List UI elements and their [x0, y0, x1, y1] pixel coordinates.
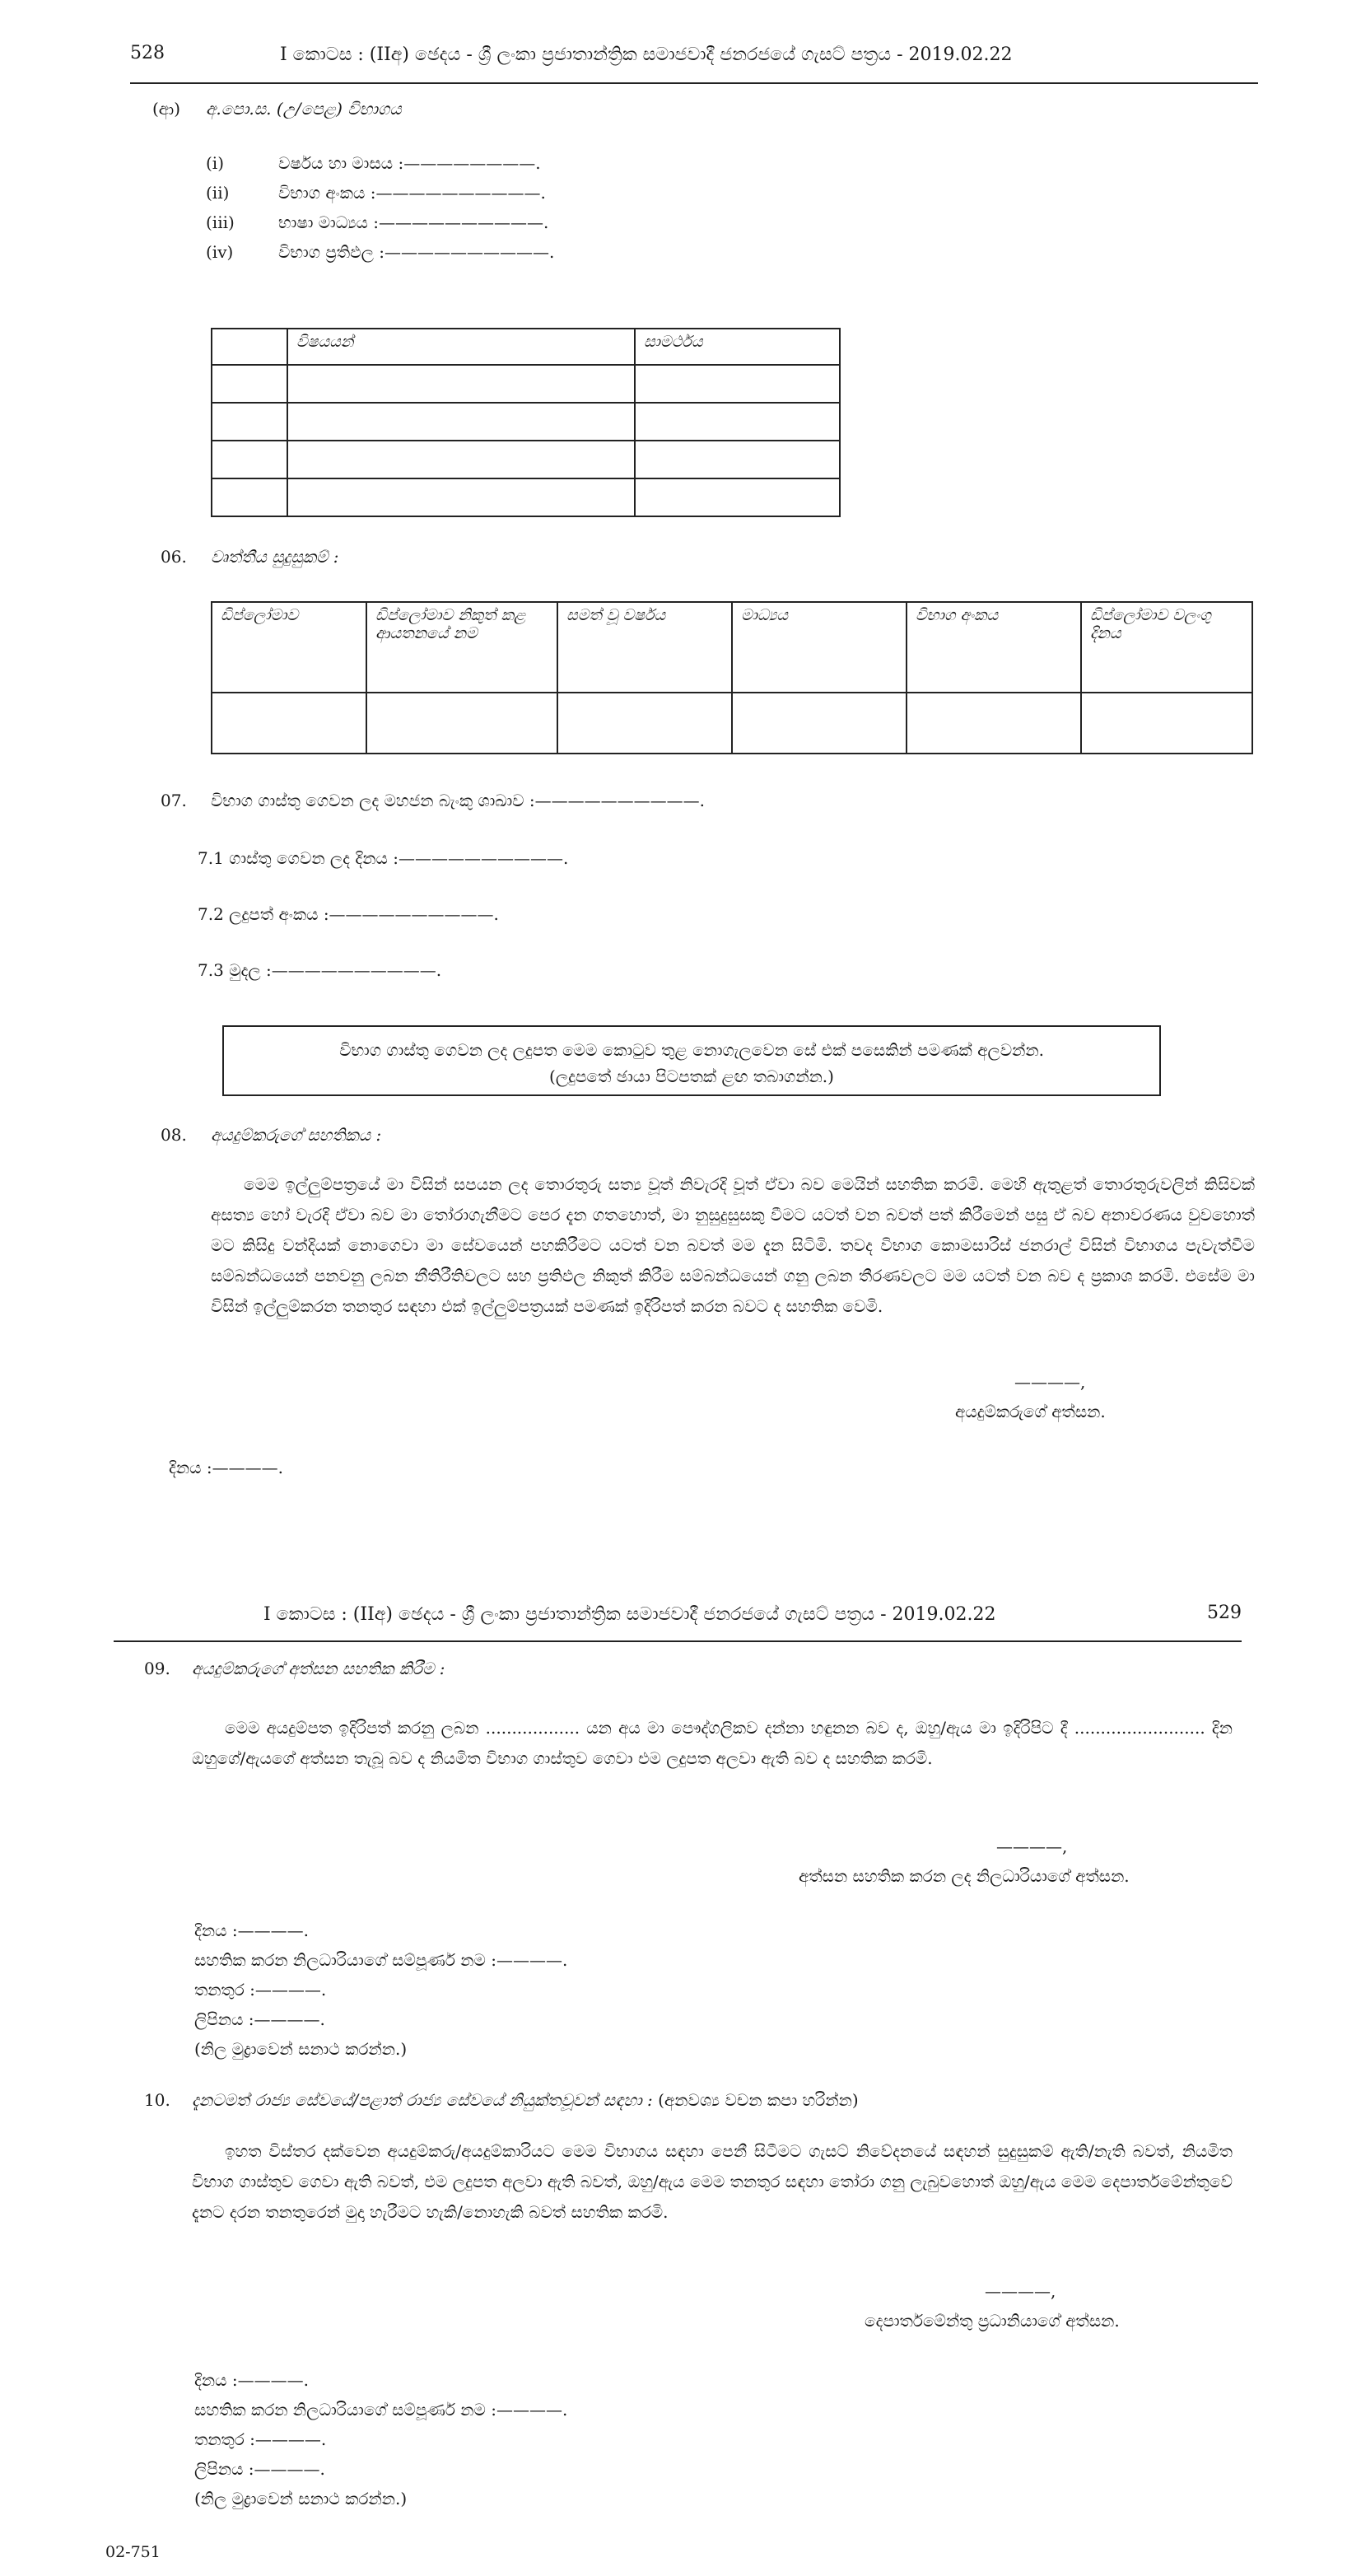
applicant-signature-label: අයදුම්කරුගේ අත්සන.: [955, 1402, 1106, 1421]
section-06-num: 06.: [161, 547, 187, 567]
section-09-num: 09.: [144, 1659, 170, 1678]
table-cell[interactable]: [635, 478, 840, 516]
table-header-cell: ඩිප්ලෝමාව වලංගු දිනය: [1081, 602, 1252, 693]
table-header-cell: සමත් වූ වර්ෂය: [557, 602, 732, 693]
table-cell[interactable]: [212, 403, 287, 441]
table-cell[interactable]: [635, 365, 840, 403]
table-cell[interactable]: [907, 693, 1081, 754]
section-a-item-text: විභාග අංකය :——————————.: [278, 183, 546, 203]
section-07-item: 7.1 ගාස්තු ගෙවන ලද දිනය :——————————.: [198, 848, 569, 868]
applicant-declaration-text: මෙම ඉල්ලුම්පත්‍රයේ මා විසින් සපයන ලද තොරතුරු සත්‍ය වූත් නිවැරදි වූත් ඒවා බව මෙයින් සහතික කරමි. මෙහි ඇතුළත් තොරතුරුවලින් කිසිවක් අසත්‍ය හෝ වැරදි ඒවා බව මා තෝරාගැනීමට පෙර දැන ගතහොත්, මා නුසුදුසුසකු වීමට යටත් වන බවත් පත් කිරීමෙන් පසු ඒ බව අනාවරණය වුවහොත් මට කිසිදු වන්දියක් නොගෙවා මා සේවයෙන් පහකිරීමට යටත් වන බවත් මම දැන සිටිමි. තවද විභාග කොමසාරිස් ජනරාල් විසින් විභාගය පැවැත්වීම සම්බන්ධයෙන් පනවනු ලබන නීතිරීතිවලට සහ ප්‍රතිඵල නිකුත් කිරීම සම්බන්ධයෙන් ගනු ලබන තීරණවලට මම යටත් වන බව ද ප්‍රකාශ කරමි. එසේම මා විසින් ඉල්ලුම්කරන තනතුර සඳහා එක් ඉල්ලුම්පත්‍රයක් පමණක් ඉදිරිපත් කරන බවට ද සහතික වෙමි.: [211, 1174, 1255, 1316]
subjects-table: [211, 328, 841, 517]
section-a-item-text: භාෂා මාධ්‍යය :——————————.: [278, 212, 549, 232]
table-cell[interactable]: [212, 693, 366, 754]
address-field: ලිපිනය :————.: [194, 2459, 325, 2479]
table-header-cell: විභාග අංකය: [907, 602, 1081, 693]
section-07-item: 7.3 මුදල :——————————.: [198, 960, 442, 980]
table-cell[interactable]: [635, 403, 840, 441]
table-cell[interactable]: [557, 693, 732, 754]
section-a-item-num: (i): [206, 153, 225, 173]
table-cell[interactable]: [287, 403, 635, 441]
date-field: දිනය :————.: [194, 2370, 309, 2390]
gazette-header-title: I කොටස : (IIඅ) ඡෙදය - ශ්‍රී ලංකා ප්‍රජාතාන්ත්‍රික සමාජවාදී ජනරජයේ ගැසට් පත්‍රය - 2019.02.22: [263, 1604, 996, 1625]
page-number-left: 528: [130, 43, 165, 63]
official-seal-note: (නිල මුද්‍රාවෙන් සනාථ කරන්න.): [194, 2039, 408, 2059]
table-row: [212, 365, 840, 403]
table-cell[interactable]: [287, 478, 635, 516]
qualifications-table: [211, 601, 1253, 754]
table-row: [212, 441, 840, 478]
section-a-title: අ.පො.ස. (උ/පෙළ) විභාගය: [206, 99, 402, 119]
table-cell[interactable]: [635, 441, 840, 478]
table-cell[interactable]: [287, 441, 635, 478]
signature-line: ————,: [1014, 1372, 1086, 1392]
section-07-num: 07.: [161, 791, 187, 810]
designation-field: තනතුර :————.: [194, 2429, 327, 2449]
date-field: දිනය :————.: [194, 1920, 309, 1940]
section-a-label: (ආ): [152, 99, 181, 119]
officer-full-name-field: සහතික කරන නිලධාරියාගේ සම්පූර්ණ නම :————.: [194, 2400, 568, 2420]
officer-signature-label: අත්සන සහතික කරන ලද නිලධාරියාගේ අත්සන.: [799, 1866, 1130, 1886]
table-row: [212, 403, 840, 441]
signature-certification-text: මෙම අයදුම්පත ඉදිරිපත් කරනු ලබන .................. යන අය මා පෞද්ගලිකව දන්නා හඳුනන බව ද, ඔහු/ඇය මා ඉදිරිපිට දී ......................... දින ඔහුගේ/ඇයගේ අත්සන තැබූ බව ද නියමිත විභාග ගාස්තුව ගෙවා එම ලදුපත අලවා ඇති බව ද සහතික කරමි.: [192, 1718, 1233, 1768]
table-header-cell: ඩිප්ලෝමාව: [212, 602, 366, 693]
section-07-item: 7.2 ලදුපත් අංකය :——————————.: [198, 904, 499, 924]
department-head-signature-label: දෙපාර්තමේන්තු ප්‍රධානියාගේ අත්සන.: [865, 2311, 1120, 2331]
table-cell[interactable]: [212, 441, 287, 478]
section-a-item-text: වර්ෂය හා මාසය :————————.: [278, 153, 541, 173]
header-rule: [114, 1640, 1242, 1642]
table-header-cell: සාමර්ථය: [635, 329, 840, 365]
official-seal-note: (නිල මුද්‍රාවෙන් සනාථ කරන්න.): [194, 2489, 408, 2508]
receipt-notice-line2: (ලදුපතේ ඡායා පිටපතක් ළඟ තබාගන්න.): [549, 1066, 834, 1086]
gazette-header-title: I කොටස : (IIඅ) ඡෙදය - ශ්‍රී ලංකා ප්‍රජාතාන්ත්‍රික සමාජවාදී ජනරජයේ ගැසට් පත්‍රය - 2019.02.22: [280, 44, 1013, 65]
section-10-note: (අනවශ්‍ය වචන කපා හරින්න): [658, 2090, 859, 2110]
designation-field: තනතුර :————.: [194, 1980, 327, 2000]
table-header-cell: විෂයයන්: [287, 329, 635, 365]
signature-line: ————,: [996, 1836, 1068, 1856]
section-08-title: අයදුම්කරුගේ සහතිකය :: [211, 1125, 382, 1145]
section-07-title: විභාග ගාස්තු ගෙවන ලද මහජන බැංකු ශාඛාව :——————————.: [211, 791, 706, 810]
section-a-item-text: විභාග ප්‍රතිඵල :——————————.: [278, 242, 555, 262]
section-10-num: 10.: [144, 2090, 170, 2110]
table-cell[interactable]: [212, 478, 287, 516]
section-09-title: අයදුම්කරුගේ අත්සන සහතික කිරීම :: [192, 1659, 445, 1678]
table-cell[interactable]: [287, 365, 635, 403]
header-rule: [130, 82, 1258, 84]
table-row: [212, 693, 1252, 754]
department-head-certification-text: ඉහත විස්තර දක්වෙන අයදුම්කරු/අයදුම්කාරියට මෙම විභාගය සඳහා පෙනී සිටීමට ගැසට් නිවේදනයේ සඳහන් සුදුසුකම් ඇති/නැති බවත්, නියමිත විභාග ගාස්තුව ගෙවා ඇති බවත්, එම ලදුපත අලවා ඇති බවත්, ඔහු/ඇය මෙම තනතුර සඳහා තෝරා ගනු ලැබුවහොත් ඔහු/ඇය මෙම දෙපාර්තමේන්තුවේ දැනට දරන තනතුරෙන් මුදා හැරීමට හැකි/නොහැකි බවත් සහතික කරමි.: [192, 2141, 1233, 2222]
receipt-paste-box: [222, 1025, 1161, 1096]
footer-code: 02-751: [105, 2543, 161, 2561]
page-number-right: 529: [1207, 1603, 1242, 1623]
section-a-item-num: (ii): [206, 183, 230, 203]
table-cell[interactable]: [732, 693, 907, 754]
section-06-title: වෘත්තීය සුදුසුකම් :: [211, 547, 339, 567]
table-header-cell: ඩිප්ලෝමාව නිකුත් කළ ආයතනයේ නම: [366, 602, 557, 693]
date-field: දිනය :————.: [169, 1458, 283, 1477]
officer-full-name-field: සහතික කරන නිලධාරියාගේ සම්පූර්ණ නම :————.: [194, 1950, 568, 1970]
table-header-cell: [212, 329, 287, 365]
table-row: [212, 478, 840, 516]
receipt-notice-line1: විභාග ගාස්තු ගෙවන ලද ලදුපත මෙම කොටුව තුළ නොගැලවෙන සේ එක් පසෙකින් පමණක් අලවන්න.: [339, 1040, 1044, 1060]
table-header-cell: මාධ්‍යය: [732, 602, 907, 693]
table-cell[interactable]: [212, 365, 287, 403]
address-field: ලිපිනය :————.: [194, 2009, 325, 2029]
section-10-title: දැනටමත් රාජ්‍ය සේවයේ/පළාත් රාජ්‍ය සේවයේ නියුක්තවූවන් සඳහා :: [192, 2090, 653, 2110]
table-cell[interactable]: [366, 693, 557, 754]
section-08-num: 08.: [161, 1125, 187, 1145]
signature-line: ————,: [985, 2281, 1056, 2301]
table-cell[interactable]: [1081, 693, 1252, 754]
section-10-heading: [192, 2090, 859, 2110]
section-a-item-num: (iv): [206, 242, 234, 262]
section-a-item-num: (iii): [206, 212, 235, 232]
